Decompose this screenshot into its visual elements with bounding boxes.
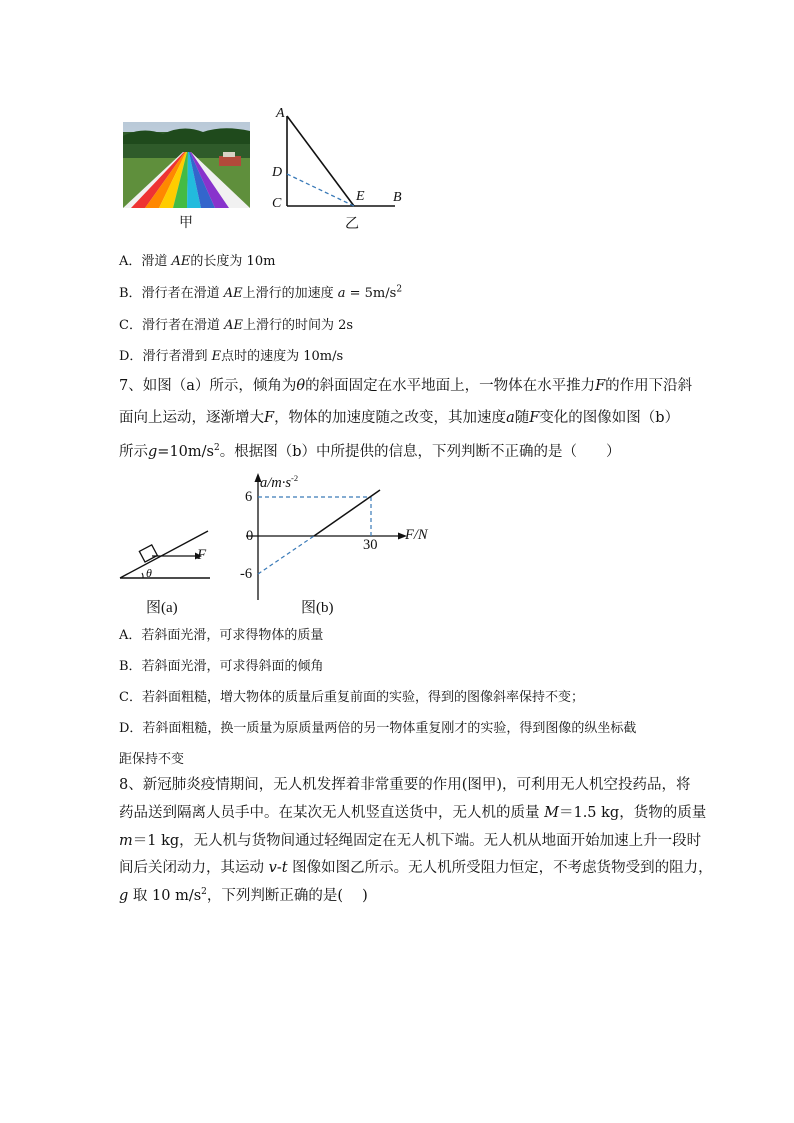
q6-option-b: B．滑行者在滑道 AE上滑行的加速度 $a = 5m/s^2$ bbox=[119, 284, 403, 301]
q7-option-b: B．若斜面光滑，可求得斜面的倾角 bbox=[119, 659, 324, 674]
label-d: D bbox=[272, 165, 283, 180]
label-a: A bbox=[276, 106, 285, 121]
fig-b-tick-neg6: -6 bbox=[240, 566, 253, 582]
q7-stem-line3: 所示$g=10m/s^2$。根据图（b）中所提供的信息，下列判断不正确的是（ ） bbox=[119, 443, 621, 460]
q7-stem-line2: 面向上运动，逐渐增大F，物体的加速度随之改变，其加速度a随F变化的图像如图（b） bbox=[119, 410, 680, 426]
q7-option-c: C．若斜面粗糙，增大物体的质量后重复前面的实验，得到的图像斜率保持不变； bbox=[119, 690, 584, 705]
incline-line bbox=[120, 531, 208, 578]
fig-b-x-axis-label: F/N bbox=[405, 527, 428, 543]
q6-option-d: D．滑行者滑到 E点时的速度为 10m/s bbox=[119, 349, 344, 364]
q8-stem-line4: 间后关闭动力，其运动 v-t 图像如图乙所示。无人机所受阻力恒定，不考虑货物受到的阻力， bbox=[119, 860, 713, 876]
q7-option-a: A．若斜面光滑，可求得物体的质量 bbox=[119, 628, 324, 643]
q8-stem-line1: 8、新冠肺炎疫情期间，无人机发挥着非常重要的作用(图甲)，可利用无人机空投药品，将 bbox=[119, 777, 691, 793]
fig-b-tick-6: 6 bbox=[245, 489, 253, 505]
fig-b-y-axis-label: $a/m\cdot s^{-2}$ bbox=[260, 473, 299, 491]
q8-stem-line2: 药品送到隔离人员手中。在某次无人机竖直送货中，无人机的质量 M＝1.5 kg，货物的质量 bbox=[119, 805, 707, 821]
q7-option-d-cont: 距保持不变 bbox=[119, 752, 185, 767]
caption-jia: 甲 bbox=[179, 216, 193, 231]
q7-stem-line1: 7、如图（a）所示，倾角为θ的斜面固定在水平地面上，一物体在水平推力F的作用下沿斜 bbox=[119, 378, 693, 394]
label-b: B bbox=[393, 190, 402, 205]
fig-a-force-label: F bbox=[197, 547, 207, 563]
slide-ae bbox=[287, 116, 354, 206]
slide-de bbox=[287, 174, 354, 206]
q8-stem-line5: g 取 10 $m/s^2$，下列判断正确的是( ) bbox=[119, 887, 368, 904]
extrapolated-line bbox=[258, 536, 314, 574]
fig-b-caption: 图(b) bbox=[301, 600, 334, 616]
q6-option-c: C．滑行者在滑道 AE上滑行的时间为 2s bbox=[119, 318, 354, 333]
fig-a-caption: 图(a) bbox=[146, 600, 178, 616]
label-c: C bbox=[272, 196, 282, 211]
triangle-diagram bbox=[270, 100, 410, 230]
q7-option-d: D．若斜面粗糙，换一质量为原质量两倍的另一物体重复刚才的实验，得到图像的纵坐标截 bbox=[119, 721, 637, 736]
caption-yi: 乙 bbox=[345, 217, 359, 232]
rainbow-slide-photo bbox=[123, 122, 250, 208]
q6-option-a: A．滑道 AE的长度为 10m bbox=[119, 254, 276, 269]
q8-stem-line3: m＝1 kg，无人机与货物间通过轻绳固定在无人机下端。无人机从地面开始加速上升一段时 bbox=[119, 833, 702, 849]
fig-a-theta-label: θ bbox=[146, 566, 152, 580]
label-e: E bbox=[356, 189, 365, 204]
fig-b-tick-0: 0 bbox=[246, 528, 254, 544]
fig-b-tick-30: 30 bbox=[363, 537, 378, 553]
